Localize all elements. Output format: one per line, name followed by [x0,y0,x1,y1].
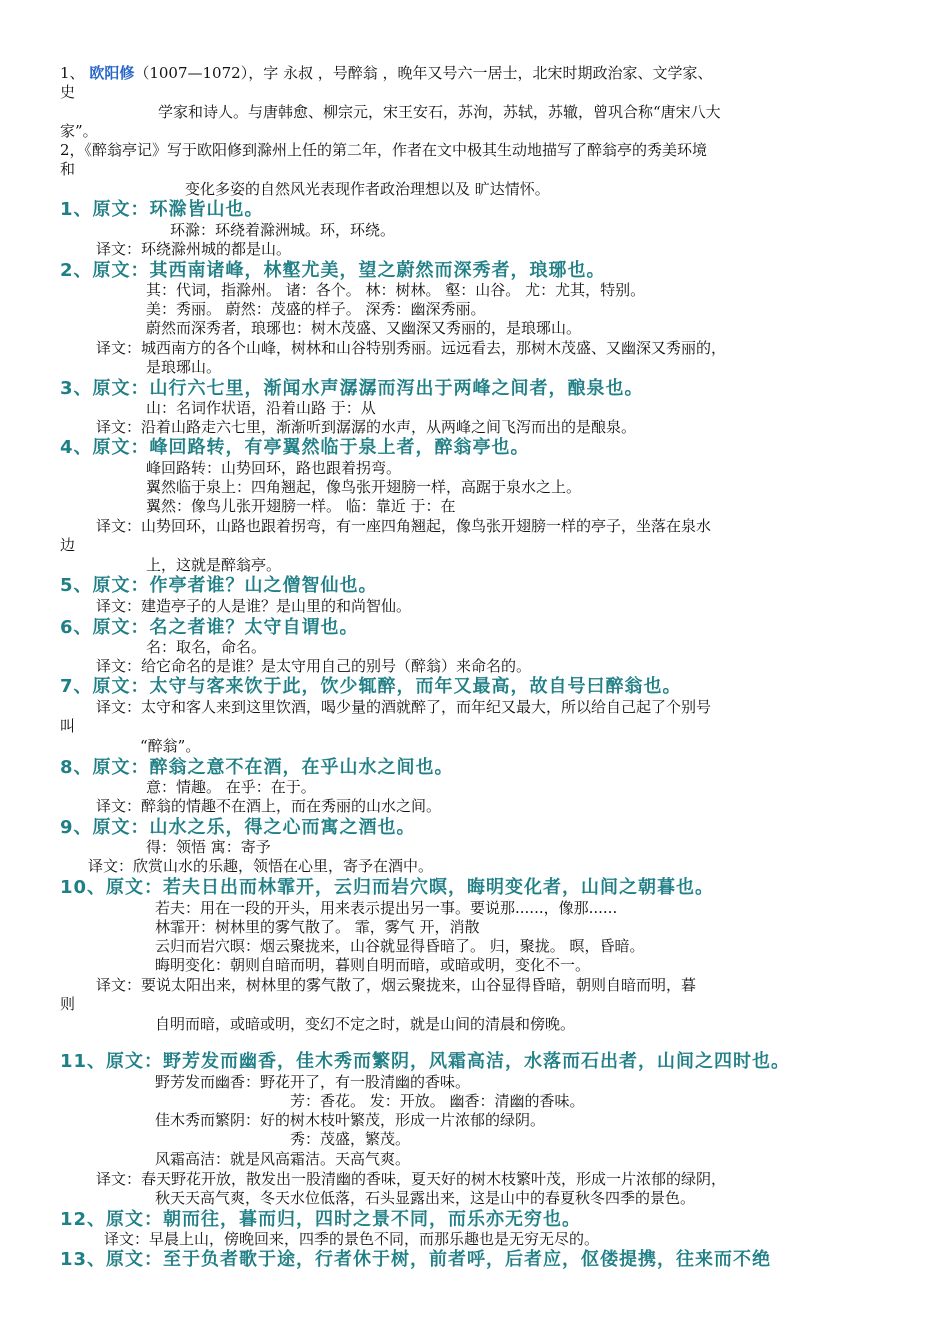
section-6-note: 名：取名，命名。 [146,638,267,656]
section-6-translation: 译文：给它命名的是谁？是太守用自己的别号（醉翁）来命名的。 [96,657,532,675]
section-3-note: 山：名词作状语，沿着山路 于：从 [146,399,376,417]
section-2-note-1: 其：代词，指滁州。 诸：各个。 林：树林。 壑：山谷。 尤：尤其，特别。 [146,281,646,299]
section-5-heading: 5、原文：作亭者谁？山之僧智仙也。 [60,575,378,596]
section-2-note-2: 美：秀丽。 蔚然：茂盛的样子。 深秀：幽深秀丽。 [146,300,486,318]
section-10-note-4: 晦明变化：朝则自暗而明，暮则自明而暗，或暗或明，变化不一。 [155,956,591,974]
section-4-note-3: 翼然：像鸟儿张开翅膀一样。 临：靠近 于：在 [146,497,456,515]
intro-line-4: 2，《醉翁亭记》写于欧阳修到滁州上任的第二年，作者在文中极其生动地描写了醉翁亭的秀美环境 [60,141,708,159]
section-2-note-3: 蔚然而深秀者，琅琊也：树木茂盛、又幽深又秀丽的，是琅琊山。 [146,319,582,337]
section-8-heading: 8、原文：醉翁之意不在酒，在乎山水之间也。 [60,757,454,778]
section-5-translation: 译文：建造亭子的人是谁？是山里的和尚智仙。 [96,597,412,615]
intro-line-1 [60,64,713,82]
section-10-heading: 10、原文：若夫日出而林霏开，云归而岩穴暝，晦明变化者，山间之朝暮也。 [60,877,715,898]
section-12-heading: 12、原文：朝而往，暮而归，四时之景不同，而乐亦无穷也。 [60,1209,582,1230]
section-10-translation-2: 自明而暗，或暗或明，变幻不定之时，就是山间的清晨和傍晚。 [155,1015,576,1033]
section-10-note-1: 若夫：用在一段的开头，用来表示提出另一事。要说那......，像那...... [155,899,618,917]
section-7-heading: 7、原文：太守与客来饮于此，饮少辄醉，而年又最高，故自号曰醉翁也。 [60,676,682,697]
author-name-link[interactable]: 欧阳修 [89,64,135,82]
intro-line-1-wrap: 史 [60,83,76,101]
section-7-translation-2: “醉翁”。 [140,737,201,755]
section-3-translation: 译文：沿着山路走六七里，渐渐听到潺潺的水声，从两峰之间飞泻而出的是酿泉。 [96,418,637,436]
section-11-note-4: 秀：茂盛，繁茂。 [290,1130,411,1148]
section-11-note-3: 佳木秀而繁阴：好的树木枝叶繁茂，形成一片浓郁的绿阴。 [155,1111,546,1129]
section-6-heading: 6、原文：名之者谁？太守自谓也。 [60,617,359,638]
section-10-translation-1: 译文：要说太阳出来，树林里的雾气散了，烟云聚拢来，山谷显得昏暗，朝则自暗而明，暮 [96,976,697,994]
section-11-note-5: 风霜高洁：就是风高霜洁。天高气爽。 [155,1150,411,1168]
intro-line-5: 变化多姿的自然风光表现作者政治理想以及 旷达情怀。 [185,180,550,198]
intro-line-2: 学家和诗人。与唐韩愈、柳宗元，宋王安石，苏洵，苏轼，苏辙，曾巩合称“唐宋八大 [158,103,721,121]
section-1-note: 环滁：环绕着滁洲城。环，环绕。 [170,221,396,239]
section-11-heading: 11、原文：野芳发而幽香，佳木秀而繁阴，风霜高洁，水落而石出者，山间之四时也。 [60,1051,791,1072]
section-4-translation-wrap: 边 [60,536,76,554]
section-11-translation-1: 译文：春天野花开放，散发出一股清幽的香味，夏天好的树木枝繁叶茂，形成一片浓郁的绿阴， [96,1170,727,1188]
section-2-translation-2: 是琅琊山。 [146,358,222,376]
section-11-note-1: 野芳发而幽香：野花开了，有一股清幽的香味。 [155,1073,471,1091]
section-9-translation: 译文：欣赏山水的乐趣，领悟在心里，寄予在酒中。 [88,857,434,875]
section-2-heading: 2、原文：其西南诸峰，林壑尤美，望之蔚然而深秀者，琅琊也。 [60,260,606,281]
section-2-translation-1: 译文：城西南方的各个山峰，树林和山谷特别秀丽。远远看去，那树木茂盛、又幽深又秀丽的， [96,339,727,357]
section-1-heading: 1、原文：环滁皆山也。 [60,199,264,220]
section-9-note: 得：领悟 寓：寄予 [146,838,271,856]
intro-line-4-wrap: 和 [60,160,76,178]
section-10-note-2: 林霏开：树林里的雾气散了。 霏，雾气 开，消散 [155,918,480,936]
section-3-heading: 3、原文：山行六七里，渐闻水声潺潺而泻出于两峰之间者，酿泉也。 [60,378,644,399]
section-4-note-1: 峰回路转：山势回环，路也跟着拐弯。 [146,459,402,477]
section-7-translation-wrap: 叫 [60,717,76,735]
section-10-note-3: 云归而岩穴暝：烟云聚拢来，山谷就显得昏暗了。 归，聚拢。 暝，昏暗。 [155,937,645,955]
section-7-translation-1: 译文：太守和客人来到这里饮酒，喝少量的酒就醉了，而年纪又最大，所以给自己起了个别号 [96,698,712,716]
section-9-heading: 9、原文：山水之乐，得之心而寓之酒也。 [60,817,416,838]
section-10-translation-wrap: 则 [60,995,76,1013]
section-8-translation: 译文：醉翁的情趣不在酒上，而在秀丽的山水之间。 [96,797,442,815]
section-4-heading: 4、原文：峰回路转，有亭翼然临于泉上者，醉翁亭也。 [60,437,530,458]
section-8-note: 意：情趣。 在乎：在于。 [146,778,316,796]
section-1-translation: 译文：环绕滁州城的都是山。 [96,240,292,258]
section-11-translation-2: 秋天天高气爽，冬天水位低落，石头显露出来，这是山中的春夏秋冬四季的景色。 [155,1189,696,1207]
section-12-translation: 译文：早晨上山，傍晚回来，四季的景色不同，而那乐趣也是无穷无尽的。 [104,1230,600,1248]
section-4-note-2: 翼然临于泉上：四角翘起，像鸟张开翅膀一样，高踞于泉水之上。 [146,478,582,496]
intro-number: 1、 [60,64,85,82]
section-11-note-2: 芳：香花。 发：开放。 幽香：清幽的香味。 [290,1092,585,1110]
intro-text: （1007—1072），字 永叔 ，号醉翁 ，晚年又号六一居士，北宋时期政治家、文学家、 [134,64,713,82]
section-4-translation-1: 译文：山势回环，山路也跟着拐弯，有一座四角翘起，像鸟张开翅膀一样的亭子，坐落在泉水 [96,517,712,535]
section-4-translation-2: 上，这就是醉翁亭。 [146,556,282,574]
section-13-heading: 13、原文：至于负者歌于途，行者休于树，前者呼，后者应，伛偻提携，往来而不绝 [60,1249,772,1270]
intro-line-3: 家”。 [60,122,98,140]
